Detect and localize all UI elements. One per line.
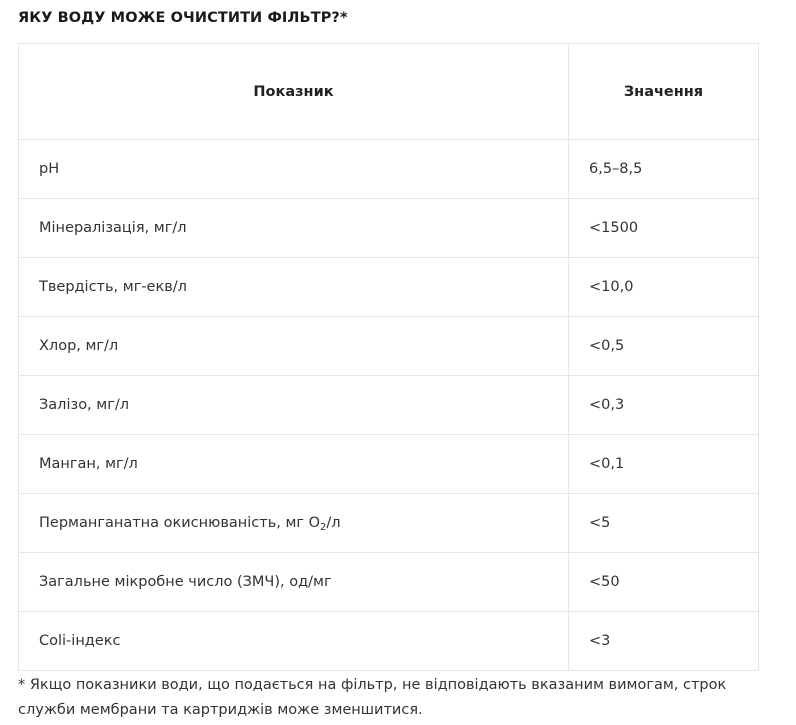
parameter-value: <1500 [569, 199, 759, 258]
parameter-value: <3 [569, 612, 759, 671]
parameter-name-suffix: /л [326, 515, 341, 531]
parameter-value: <0,3 [569, 376, 759, 435]
parameter-value: <5 [569, 494, 759, 553]
parameter-name: Coli-індекс [19, 612, 569, 671]
parameter-name: Твердість, мг-екв/л [19, 258, 569, 317]
page-title: ЯКУ ВОДУ МОЖЕ ОЧИСТИТИ ФІЛЬТР?* [18, 10, 348, 26]
parameter-name-prefix: Перманганатна окиснюваність, мг O [39, 515, 321, 531]
table-row [19, 376, 759, 435]
table-row [19, 553, 759, 612]
parameter-name: pH [19, 140, 569, 199]
table-header-row [19, 44, 759, 140]
table-row [19, 435, 759, 494]
parameter-name: Загальне мікробне число (ЗМЧ), од/мг [19, 553, 569, 612]
parameter-name: Залізо, мг/л [19, 376, 569, 435]
column-header-value: Значення [569, 44, 759, 140]
parameter-name: Манган, мг/л [19, 435, 569, 494]
parameter-value: <10,0 [569, 258, 759, 317]
table-row [19, 317, 759, 376]
table-row [19, 612, 759, 671]
parameter-name: Хлор, мг/л [19, 317, 569, 376]
parameter-value: 6,5–8,5 [569, 140, 759, 199]
table-row [19, 258, 759, 317]
footnote: * Якщо показники води, що подається на фільтр, не відповідають вказаним вимогам, строк служби мембрани та картриджів може зменшитися. [18, 677, 727, 718]
table-row [19, 494, 759, 553]
parameter-name [19, 494, 569, 553]
table-row [19, 199, 759, 258]
table-row [19, 140, 759, 199]
parameter-value: <0,1 [569, 435, 759, 494]
parameter-name: Мінералізація, мг/л [19, 199, 569, 258]
parameter-value: <0,5 [569, 317, 759, 376]
parameter-name-subscript: 2 [320, 522, 327, 533]
parameter-value: <50 [569, 553, 759, 612]
water-parameters-table [18, 43, 759, 671]
column-header-parameter: Показник [19, 44, 569, 140]
